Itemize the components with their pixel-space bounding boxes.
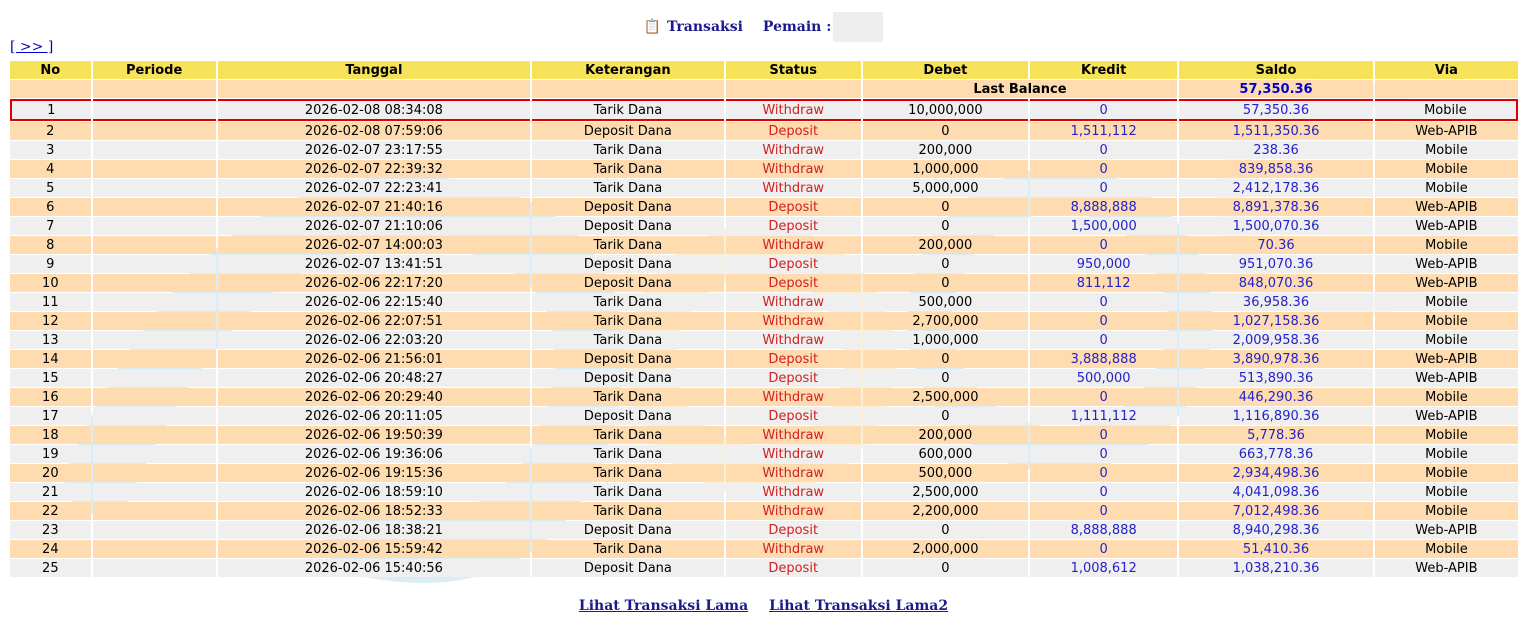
cell-tanggal: 2026-02-06 20:29:40 <box>218 388 531 406</box>
cell-tanggal: 2026-02-06 22:03:20 <box>218 331 531 349</box>
table-row <box>10 350 1518 368</box>
cell-keterangan: Tarik Dana <box>532 426 724 444</box>
cell-status: Deposit <box>726 217 861 235</box>
cell-periode <box>93 540 216 558</box>
cell-periode <box>93 426 216 444</box>
cell-saldo: 2,934,498.36 <box>1179 464 1373 482</box>
footer-links <box>0 598 1527 614</box>
cell-saldo: 2,009,958.36 <box>1179 331 1373 349</box>
cell-kredit: 0 <box>1030 312 1177 330</box>
cell-debet: 0 <box>863 350 1028 368</box>
table-row <box>10 217 1518 235</box>
cell-saldo: 4,041,098.36 <box>1179 483 1373 501</box>
cell-saldo: 1,116,890.36 <box>1179 407 1373 425</box>
cell-keterangan: Deposit Dana <box>532 217 724 235</box>
cell-saldo: 36,958.36 <box>1179 293 1373 311</box>
cell-saldo: 951,070.36 <box>1179 255 1373 273</box>
cell-via: Mobile <box>1375 160 1518 178</box>
cell-via: Web-APIB <box>1375 274 1518 292</box>
cell-no: 2 <box>10 122 91 140</box>
cell-keterangan: Deposit Dana <box>532 407 724 425</box>
cell-kredit: 0 <box>1030 540 1177 558</box>
cell-tanggal: 2026-02-08 07:59:06 <box>218 122 531 140</box>
cell-kredit: 0 <box>1030 464 1177 482</box>
cell-no: 10 <box>10 274 91 292</box>
table-row-highlighted <box>10 99 1518 121</box>
table-header-row <box>10 61 1518 79</box>
cell-periode <box>93 407 216 425</box>
cell-status: Deposit <box>726 274 861 292</box>
cell-status: Withdraw <box>726 293 861 311</box>
cell-keterangan: Tarik Dana <box>532 502 724 520</box>
cell-debet: 0 <box>863 521 1028 539</box>
cell-periode <box>93 160 216 178</box>
cell-no: 25 <box>10 559 91 577</box>
table-row <box>10 559 1518 577</box>
cell-via: Mobile <box>1375 426 1518 444</box>
cell-kredit: 1,008,612 <box>1030 559 1177 577</box>
cell-via: Web-APIB <box>1375 407 1518 425</box>
cell-no: 3 <box>10 141 91 159</box>
cell-tanggal: 2026-02-06 19:15:36 <box>218 464 531 482</box>
cell-no: 4 <box>10 160 91 178</box>
cell-no: 5 <box>10 179 91 197</box>
table-row <box>10 255 1518 273</box>
cell-tanggal: 2026-02-06 20:11:05 <box>218 407 531 425</box>
cell-tanggal: 2026-02-07 21:40:16 <box>218 198 531 216</box>
cell-periode <box>93 312 216 330</box>
cell-keterangan: Deposit Dana <box>532 521 724 539</box>
col-via: Via <box>1375 61 1518 79</box>
cell-debet: 0 <box>863 255 1028 273</box>
cell-status: Withdraw <box>726 445 861 463</box>
cell-kredit: 500,000 <box>1030 369 1177 387</box>
cell-saldo: 3,890,978.36 <box>1179 350 1373 368</box>
cell-periode <box>93 293 216 311</box>
cell-kredit: 3,888,888 <box>1030 350 1177 368</box>
col-debet: Debet <box>863 61 1028 79</box>
table-row <box>10 274 1518 292</box>
cell-keterangan: Tarik Dana <box>532 483 724 501</box>
cell-debet: 2,500,000 <box>863 483 1028 501</box>
cell-kredit: 8,888,888 <box>1030 521 1177 539</box>
cell-status: Deposit <box>726 369 861 387</box>
col-keterangan: Keterangan <box>532 61 724 79</box>
cell-tanggal: 2026-02-06 22:17:20 <box>218 274 531 292</box>
cell-via: Web-APIB <box>1375 369 1518 387</box>
cell-via: Mobile <box>1375 483 1518 501</box>
cell-status: Deposit <box>726 521 861 539</box>
cell-saldo: 663,778.36 <box>1179 445 1373 463</box>
cell-periode <box>93 521 216 539</box>
cell-debet: 1,000,000 <box>863 331 1028 349</box>
cell-keterangan: Tarik Dana <box>532 141 724 159</box>
cell-debet: 1,000,000 <box>863 160 1028 178</box>
cell-debet: 0 <box>863 559 1028 577</box>
cell-debet: 2,700,000 <box>863 312 1028 330</box>
cell-via: Mobile <box>1375 540 1518 558</box>
cell-keterangan: Tarik Dana <box>532 293 724 311</box>
col-no: No <box>10 61 91 79</box>
cell-keterangan: Tarik Dana <box>532 445 724 463</box>
cell-no: 13 <box>10 331 91 349</box>
cell-no: 17 <box>10 407 91 425</box>
transactions-table <box>8 60 1520 578</box>
cell-status: Withdraw <box>726 540 861 558</box>
cell-tanggal: 2026-02-07 23:17:55 <box>218 141 531 159</box>
cell-status: Deposit <box>726 122 861 140</box>
table-row <box>10 236 1518 254</box>
cell-kredit: 0 <box>1030 141 1177 159</box>
table-row <box>10 331 1518 349</box>
table-row <box>10 160 1518 178</box>
cell-tanggal: 2026-02-08 08:34:08 <box>218 99 531 121</box>
player-name-redacted <box>833 12 883 42</box>
cell-periode <box>93 502 216 520</box>
cell-via: Web-APIB <box>1375 217 1518 235</box>
cell-tanggal: 2026-02-06 15:59:42 <box>218 540 531 558</box>
cell-debet: 5,000,000 <box>863 179 1028 197</box>
cell-no: 1 <box>10 99 91 121</box>
cell-kredit: 0 <box>1030 179 1177 197</box>
cell-saldo: 57,350.36 <box>1179 99 1373 121</box>
cell-tanggal: 2026-02-06 22:15:40 <box>218 293 531 311</box>
cell-saldo: 1,500,070.36 <box>1179 217 1373 235</box>
cell-via: Mobile <box>1375 236 1518 254</box>
cell-tanggal: 2026-02-07 22:23:41 <box>218 179 531 197</box>
cell-periode <box>93 122 216 140</box>
cell-kredit: 950,000 <box>1030 255 1177 273</box>
cell-saldo: 7,012,498.36 <box>1179 502 1373 520</box>
cell-saldo: 70.36 <box>1179 236 1373 254</box>
cell-periode <box>93 255 216 273</box>
cell-status: Withdraw <box>726 464 861 482</box>
cell-saldo: 2,412,178.36 <box>1179 179 1373 197</box>
cell-no: 8 <box>10 236 91 254</box>
cell-status: Withdraw <box>726 312 861 330</box>
old-transactions-link[interactable]: Lihat Transaksi Lama <box>578 598 749 614</box>
cell-tanggal: 2026-02-06 19:50:39 <box>218 426 531 444</box>
cell-no: 21 <box>10 483 91 501</box>
cell-no: 6 <box>10 198 91 216</box>
cell-via: Mobile <box>1375 502 1518 520</box>
cell-via: Mobile <box>1375 179 1518 197</box>
cell-debet: 2,000,000 <box>863 540 1028 558</box>
cell-periode <box>93 274 216 292</box>
cell-periode <box>93 388 216 406</box>
cell-periode <box>93 99 216 121</box>
cell-via: Web-APIB <box>1375 521 1518 539</box>
cell-debet: 2,500,000 <box>863 388 1028 406</box>
cell-debet: 500,000 <box>863 464 1028 482</box>
cell-tanggal: 2026-02-06 22:07:51 <box>218 312 531 330</box>
cell-tanggal: 2026-02-07 13:41:51 <box>218 255 531 273</box>
cell-no: 20 <box>10 464 91 482</box>
cell-keterangan: Tarik Dana <box>532 331 724 349</box>
table-row <box>10 540 1518 558</box>
table-row <box>10 521 1518 539</box>
cell-keterangan: Tarik Dana <box>532 236 724 254</box>
page-title <box>0 12 1527 42</box>
cell-debet: 200,000 <box>863 236 1028 254</box>
cell-status: Deposit <box>726 559 861 577</box>
cell-debet: 500,000 <box>863 293 1028 311</box>
cell-debet: 600,000 <box>863 445 1028 463</box>
cell-debet: 2,200,000 <box>863 502 1028 520</box>
col-periode: Periode <box>93 61 216 79</box>
cell-debet: 0 <box>863 407 1028 425</box>
cell-saldo: 1,511,350.36 <box>1179 122 1373 140</box>
cell-kredit: 0 <box>1030 236 1177 254</box>
cell-kredit: 0 <box>1030 160 1177 178</box>
table-row <box>10 141 1518 159</box>
cell-status: Withdraw <box>726 141 861 159</box>
cell-periode <box>93 179 216 197</box>
cell-periode <box>93 559 216 577</box>
cell-kredit: 0 <box>1030 426 1177 444</box>
cell-saldo: 5,778.36 <box>1179 426 1373 444</box>
last-balance-label: Last Balance <box>863 80 1178 98</box>
cell-kredit: 1,111,112 <box>1030 407 1177 425</box>
cell-via: Mobile <box>1375 388 1518 406</box>
cell-periode <box>93 141 216 159</box>
cell-status: Withdraw <box>726 331 861 349</box>
cell-saldo: 8,940,298.36 <box>1179 521 1373 539</box>
cell-debet: 0 <box>863 122 1028 140</box>
cell-keterangan: Deposit Dana <box>532 274 724 292</box>
cell-status: Withdraw <box>726 179 861 197</box>
title-label: Transaksi <box>667 19 743 35</box>
cell-keterangan: Tarik Dana <box>532 160 724 178</box>
table-row <box>10 502 1518 520</box>
cell-saldo: 51,410.36 <box>1179 540 1373 558</box>
cell-no: 7 <box>10 217 91 235</box>
cell-via: Web-APIB <box>1375 122 1518 140</box>
cell-via: Mobile <box>1375 464 1518 482</box>
cell-tanggal: 2026-02-07 21:10:06 <box>218 217 531 235</box>
cell-status: Deposit <box>726 255 861 273</box>
cell-kredit: 0 <box>1030 293 1177 311</box>
table-row <box>10 445 1518 463</box>
cell-saldo: 1,038,210.36 <box>1179 559 1373 577</box>
cell-debet: 0 <box>863 198 1028 216</box>
cell-tanggal: 2026-02-06 15:40:56 <box>218 559 531 577</box>
cell-keterangan: Tarik Dana <box>532 312 724 330</box>
cell-status: Withdraw <box>726 99 861 121</box>
cell-via: Mobile <box>1375 445 1518 463</box>
cell-via: Mobile <box>1375 312 1518 330</box>
cell-tanggal: 2026-02-06 21:56:01 <box>218 350 531 368</box>
cell-tanggal: 2026-02-06 18:38:21 <box>218 521 531 539</box>
cell-no: 24 <box>10 540 91 558</box>
cell-keterangan: Deposit Dana <box>532 350 724 368</box>
cell-keterangan: Deposit Dana <box>532 369 724 387</box>
table-row <box>10 464 1518 482</box>
cell-status: Withdraw <box>726 160 861 178</box>
cell-kredit: 0 <box>1030 483 1177 501</box>
cell-debet: 200,000 <box>863 141 1028 159</box>
cell-debet: 0 <box>863 369 1028 387</box>
table-row <box>10 312 1518 330</box>
cell-no: 11 <box>10 293 91 311</box>
cell-periode <box>93 464 216 482</box>
last-balance-value: 57,350.36 <box>1179 80 1373 98</box>
cell-status: Withdraw <box>726 483 861 501</box>
cell-keterangan: Deposit Dana <box>532 122 724 140</box>
cell-status: Withdraw <box>726 426 861 444</box>
cell-keterangan: Deposit Dana <box>532 559 724 577</box>
cell-debet: 10,000,000 <box>863 99 1028 121</box>
cell-no: 22 <box>10 502 91 520</box>
cell-periode <box>93 331 216 349</box>
old-transactions-link-2[interactable]: Lihat Transaksi Lama2 <box>769 598 949 614</box>
cell-no: 23 <box>10 521 91 539</box>
cell-tanggal: 2026-02-06 18:59:10 <box>218 483 531 501</box>
cell-keterangan: Deposit Dana <box>532 255 724 273</box>
cell-via: Mobile <box>1375 141 1518 159</box>
cell-kredit: 0 <box>1030 99 1177 121</box>
cell-status: Withdraw <box>726 502 861 520</box>
cell-via: Mobile <box>1375 99 1518 121</box>
table-row <box>10 369 1518 387</box>
cell-periode <box>93 198 216 216</box>
cell-no: 19 <box>10 445 91 463</box>
cell-debet: 200,000 <box>863 426 1028 444</box>
cell-keterangan: Tarik Dana <box>532 179 724 197</box>
table-row <box>10 407 1518 425</box>
cell-no: 16 <box>10 388 91 406</box>
cell-tanggal: 2026-02-07 22:39:32 <box>218 160 531 178</box>
cell-debet: 0 <box>863 217 1028 235</box>
cell-status: Deposit <box>726 407 861 425</box>
cell-no: 14 <box>10 350 91 368</box>
col-kredit: Kredit <box>1030 61 1177 79</box>
cell-keterangan: Tarik Dana <box>532 99 724 121</box>
cell-kredit: 811,112 <box>1030 274 1177 292</box>
cell-kredit: 0 <box>1030 388 1177 406</box>
cell-via: Web-APIB <box>1375 559 1518 577</box>
cell-saldo: 446,290.36 <box>1179 388 1373 406</box>
cell-via: Web-APIB <box>1375 350 1518 368</box>
col-tanggal: Tanggal <box>218 61 531 79</box>
next-page-link[interactable]: [ >> ] <box>10 39 54 55</box>
cell-tanggal: 2026-02-06 18:52:33 <box>218 502 531 520</box>
col-status: Status <box>726 61 861 79</box>
cell-keterangan: Tarik Dana <box>532 388 724 406</box>
cell-saldo: 238.36 <box>1179 141 1373 159</box>
cell-status: Deposit <box>726 198 861 216</box>
cell-periode <box>93 217 216 235</box>
cell-status: Deposit <box>726 350 861 368</box>
cell-no: 18 <box>10 426 91 444</box>
cell-keterangan: Tarik Dana <box>532 540 724 558</box>
cell-periode <box>93 236 216 254</box>
cell-saldo: 8,891,378.36 <box>1179 198 1373 216</box>
cell-via: Web-APIB <box>1375 255 1518 273</box>
cell-kredit: 0 <box>1030 502 1177 520</box>
cell-kredit: 0 <box>1030 331 1177 349</box>
cell-keterangan: Tarik Dana <box>532 464 724 482</box>
cell-keterangan: Deposit Dana <box>532 198 724 216</box>
table-row <box>10 198 1518 216</box>
cell-periode <box>93 350 216 368</box>
cell-periode <box>93 483 216 501</box>
cell-status: Withdraw <box>726 388 861 406</box>
player-label: Pemain : <box>762 19 832 35</box>
cell-kredit: 0 <box>1030 445 1177 463</box>
col-saldo: Saldo <box>1179 61 1373 79</box>
cell-no: 15 <box>10 369 91 387</box>
cell-saldo: 1,027,158.36 <box>1179 312 1373 330</box>
cell-kredit: 8,888,888 <box>1030 198 1177 216</box>
cell-saldo: 839,858.36 <box>1179 160 1373 178</box>
table-row <box>10 293 1518 311</box>
table-row <box>10 122 1518 140</box>
cell-kredit: 1,500,000 <box>1030 217 1177 235</box>
cell-tanggal: 2026-02-07 14:00:03 <box>218 236 531 254</box>
cell-status: Withdraw <box>726 236 861 254</box>
cell-via: Mobile <box>1375 331 1518 349</box>
last-balance-row <box>10 80 1518 98</box>
cell-saldo: 513,890.36 <box>1179 369 1373 387</box>
cell-tanggal: 2026-02-06 19:36:06 <box>218 445 531 463</box>
cell-via: Web-APIB <box>1375 198 1518 216</box>
cell-kredit: 1,511,112 <box>1030 122 1177 140</box>
table-row <box>10 388 1518 406</box>
cell-via: Mobile <box>1375 293 1518 311</box>
cell-tanggal: 2026-02-06 20:48:27 <box>218 369 531 387</box>
table-row <box>10 179 1518 197</box>
cell-debet: 0 <box>863 274 1028 292</box>
cell-periode <box>93 369 216 387</box>
cell-no: 9 <box>10 255 91 273</box>
cell-periode <box>93 445 216 463</box>
table-row <box>10 426 1518 444</box>
cell-no: 12 <box>10 312 91 330</box>
table-row <box>10 483 1518 501</box>
cell-saldo: 848,070.36 <box>1179 274 1373 292</box>
clipboard-icon: 📋 <box>643 19 662 35</box>
